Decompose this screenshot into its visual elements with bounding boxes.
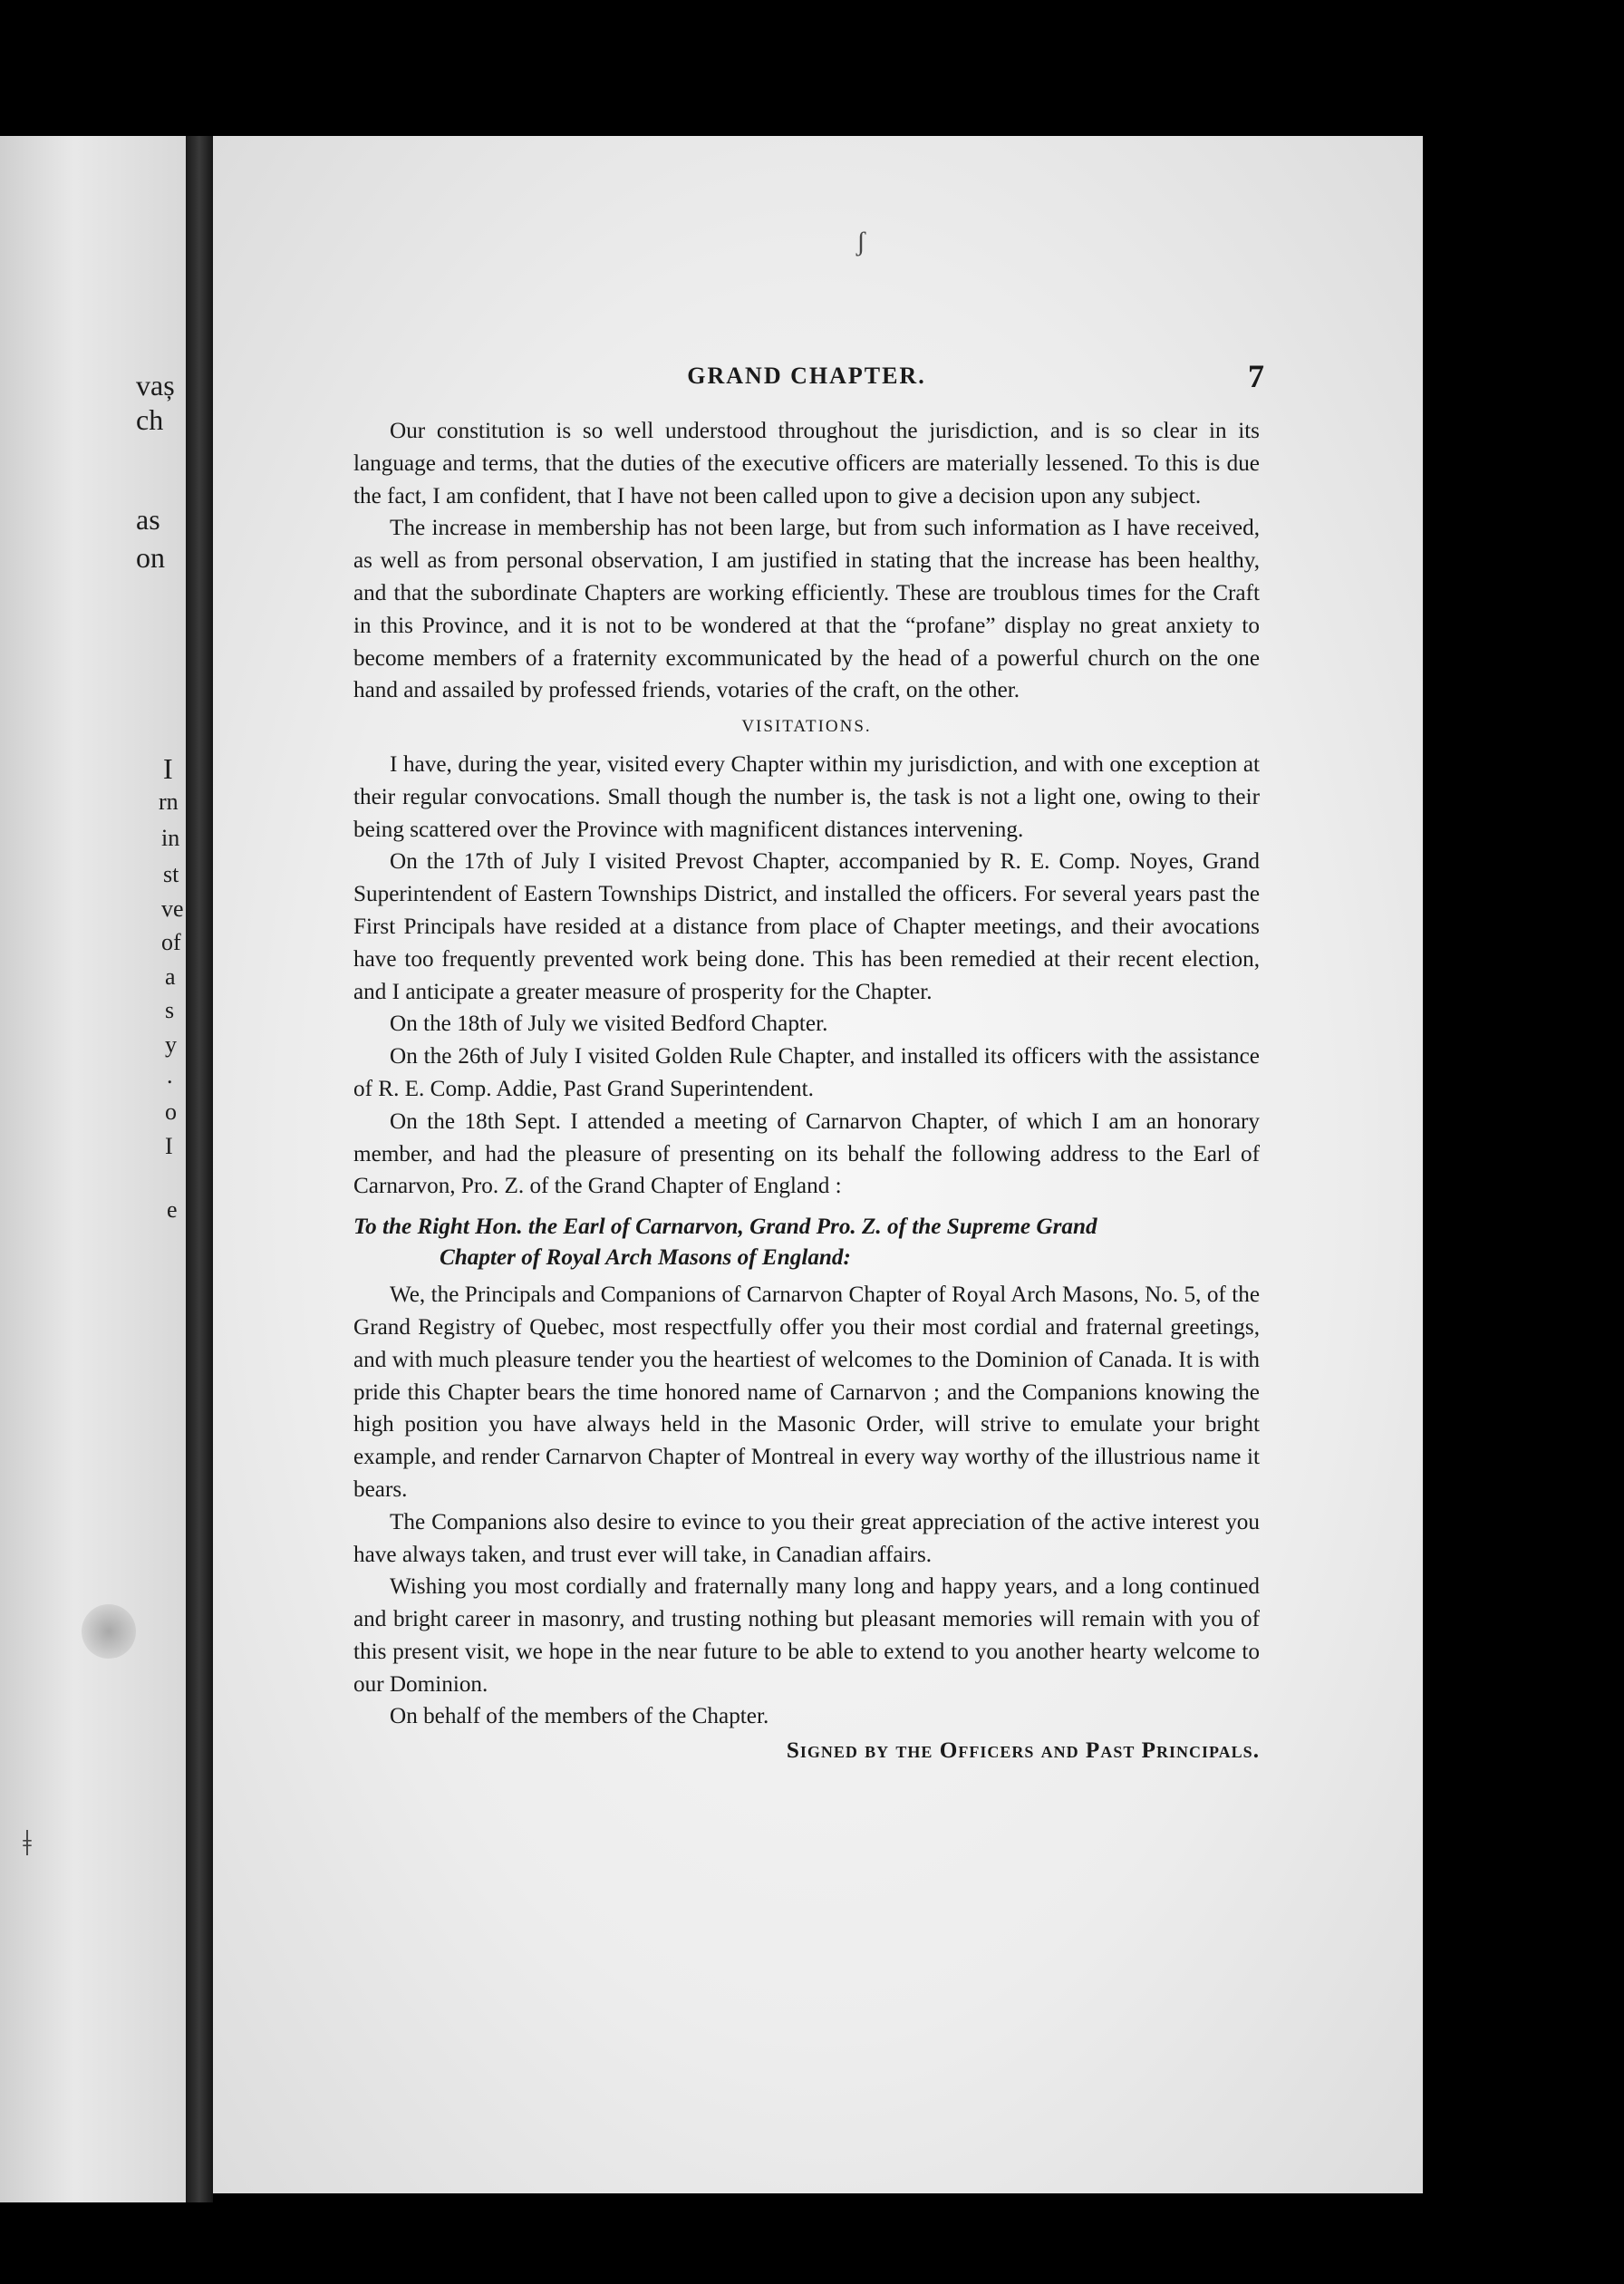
running-header: [349, 358, 1264, 399]
paragraph: The Companions also desire to evince to you their great appreciation of the active interest you have always taken, and trust ever will take, in Canadian affairs.: [353, 1509, 1260, 1567]
address-heading-line: Chapter of Royal Arch Masons of England:: [440, 1245, 851, 1271]
left-fragment: y: [165, 1031, 177, 1058]
page-title: GRAND CHAPTER.: [687, 363, 926, 389]
adjacent-page-left: [0, 136, 186, 2202]
address-heading-line: To the Right Hon. the Earl of Carnarvon, Grand Pro. Z. of the Supreme Grand: [353, 1215, 1097, 1240]
paragraph: On the 18th Sept. I attended a meeting of Carnarvon Chapter, of which I am an honorary member, and had the pleasure of presenting on its behalf the following address to the Earl of Carnarvon, Pro. Z. of the Grand Chapter of England :: [353, 1108, 1260, 1199]
left-fragment: I: [165, 1133, 173, 1159]
left-fragment: vaș: [136, 369, 175, 402]
page-number: 7: [1248, 358, 1264, 394]
left-fragment: o: [165, 1098, 177, 1125]
left-fragment: on: [136, 541, 165, 574]
left-fragment: s: [165, 997, 175, 1023]
left-fragment: st: [163, 861, 179, 887]
left-fragment: rn: [159, 789, 179, 815]
left-fragment: in: [161, 825, 180, 851]
paragraph: On the 26th of July I visited Golden Rule Chapter, and installed its officers with the assistance of R. E. Comp. Addie, Past Grand Superintendent.: [353, 1044, 1260, 1101]
left-fragment: .: [167, 1062, 173, 1089]
left-fragment: ve: [161, 895, 184, 922]
page-body: [353, 415, 1260, 1767]
document-page: [213, 136, 1423, 2193]
address-heading: [353, 1212, 1260, 1273]
left-fragment: ch: [136, 403, 164, 436]
handwritten-mark: ǂ: [23, 1823, 32, 1863]
paragraph: On the 17th of July I visited Prevost Chapter, accompanied by R. E. Comp. Noyes, Grand Superintendent of Eastern Townships District, and installed the officers. For several years past the First Principals have resided at a distance from place of Chapter meetings, and their avocations have too frequently prevented work being done. This has been remedied at their recent election, and I anticipate a greater measure of prosperity for the Chapter.: [353, 849, 1260, 1004]
paragraph: The increase in membership has not been large, but from such information as I have received, as well as from personal observation, I am justified in stating that the increase has been healthy, and that the subordinate Chapters are working efficiently. These are troublous times for the Craft in this Province, and it is not to be wondered at that the “profane” display no great anxiety to become members of a fraternity excommunicated by the head of a powerful church on the one hand and assailed by professed friends, votaries of the craft, on the other.: [353, 516, 1260, 703]
left-fragment: as: [136, 503, 160, 536]
left-fragment: a: [165, 963, 176, 990]
stray-mark: ʃ: [856, 227, 865, 256]
left-fragment: of: [161, 929, 181, 955]
left-fragment: I: [163, 752, 173, 785]
paragraph: On behalf of the members of the Chapter.: [390, 1704, 769, 1729]
section-heading: VISITATIONS.: [741, 717, 872, 737]
paragraph: Wishing you most cordially and fraternally many long and happy years, and a long continued and bright career in masonry, and trusting nothing but pleasant memories will remain with you of this present visit, we hope in the near future to be able to extend to you another hearty welcome to our Dominion.: [353, 1574, 1260, 1697]
paragraph: I have, during the year, visited every Chapter within my jurisdiction, and with one exception at their regular convocations. Small though the number is, the task is not a light one, owing to their being scattered over the Province with magnificent distances intervening.: [353, 751, 1260, 842]
signature-line: Signed by the Officers and Past Principals.: [786, 1738, 1260, 1764]
paragraph: On the 18th of July we visited Bedford Chapter.: [390, 1011, 828, 1037]
paragraph: Our constitution is so well understood throughout the jurisdiction, and is so clear in its language and terms, that the duties of the executive officers are materially lessened. To this is due the fact, I am confident, that I have not been called upon to give a decision upon any subject.: [353, 419, 1260, 508]
left-fragment: e: [167, 1196, 178, 1223]
ink-smudge: [82, 1604, 136, 1659]
book-gutter: [186, 136, 213, 2202]
paragraph: We, the Principals and Companions of Carnarvon Chapter of Royal Arch Masons, No. 5, of the Grand Registry of Quebec, most respectfully offer you their most cordial and fraternal greetings, and with much pleasure tender you the heartiest of welcomes to the Dominion of Canada. It is with pride this Chapter bears the time honored name of Carnarvon ; and the Companions knowing the high position you have always held in the Masonic Order, will strive to emulate your bright example, and render Carnarvon Chapter of Montreal in every way worthy of the illustrious name it bears.: [353, 1282, 1260, 1502]
